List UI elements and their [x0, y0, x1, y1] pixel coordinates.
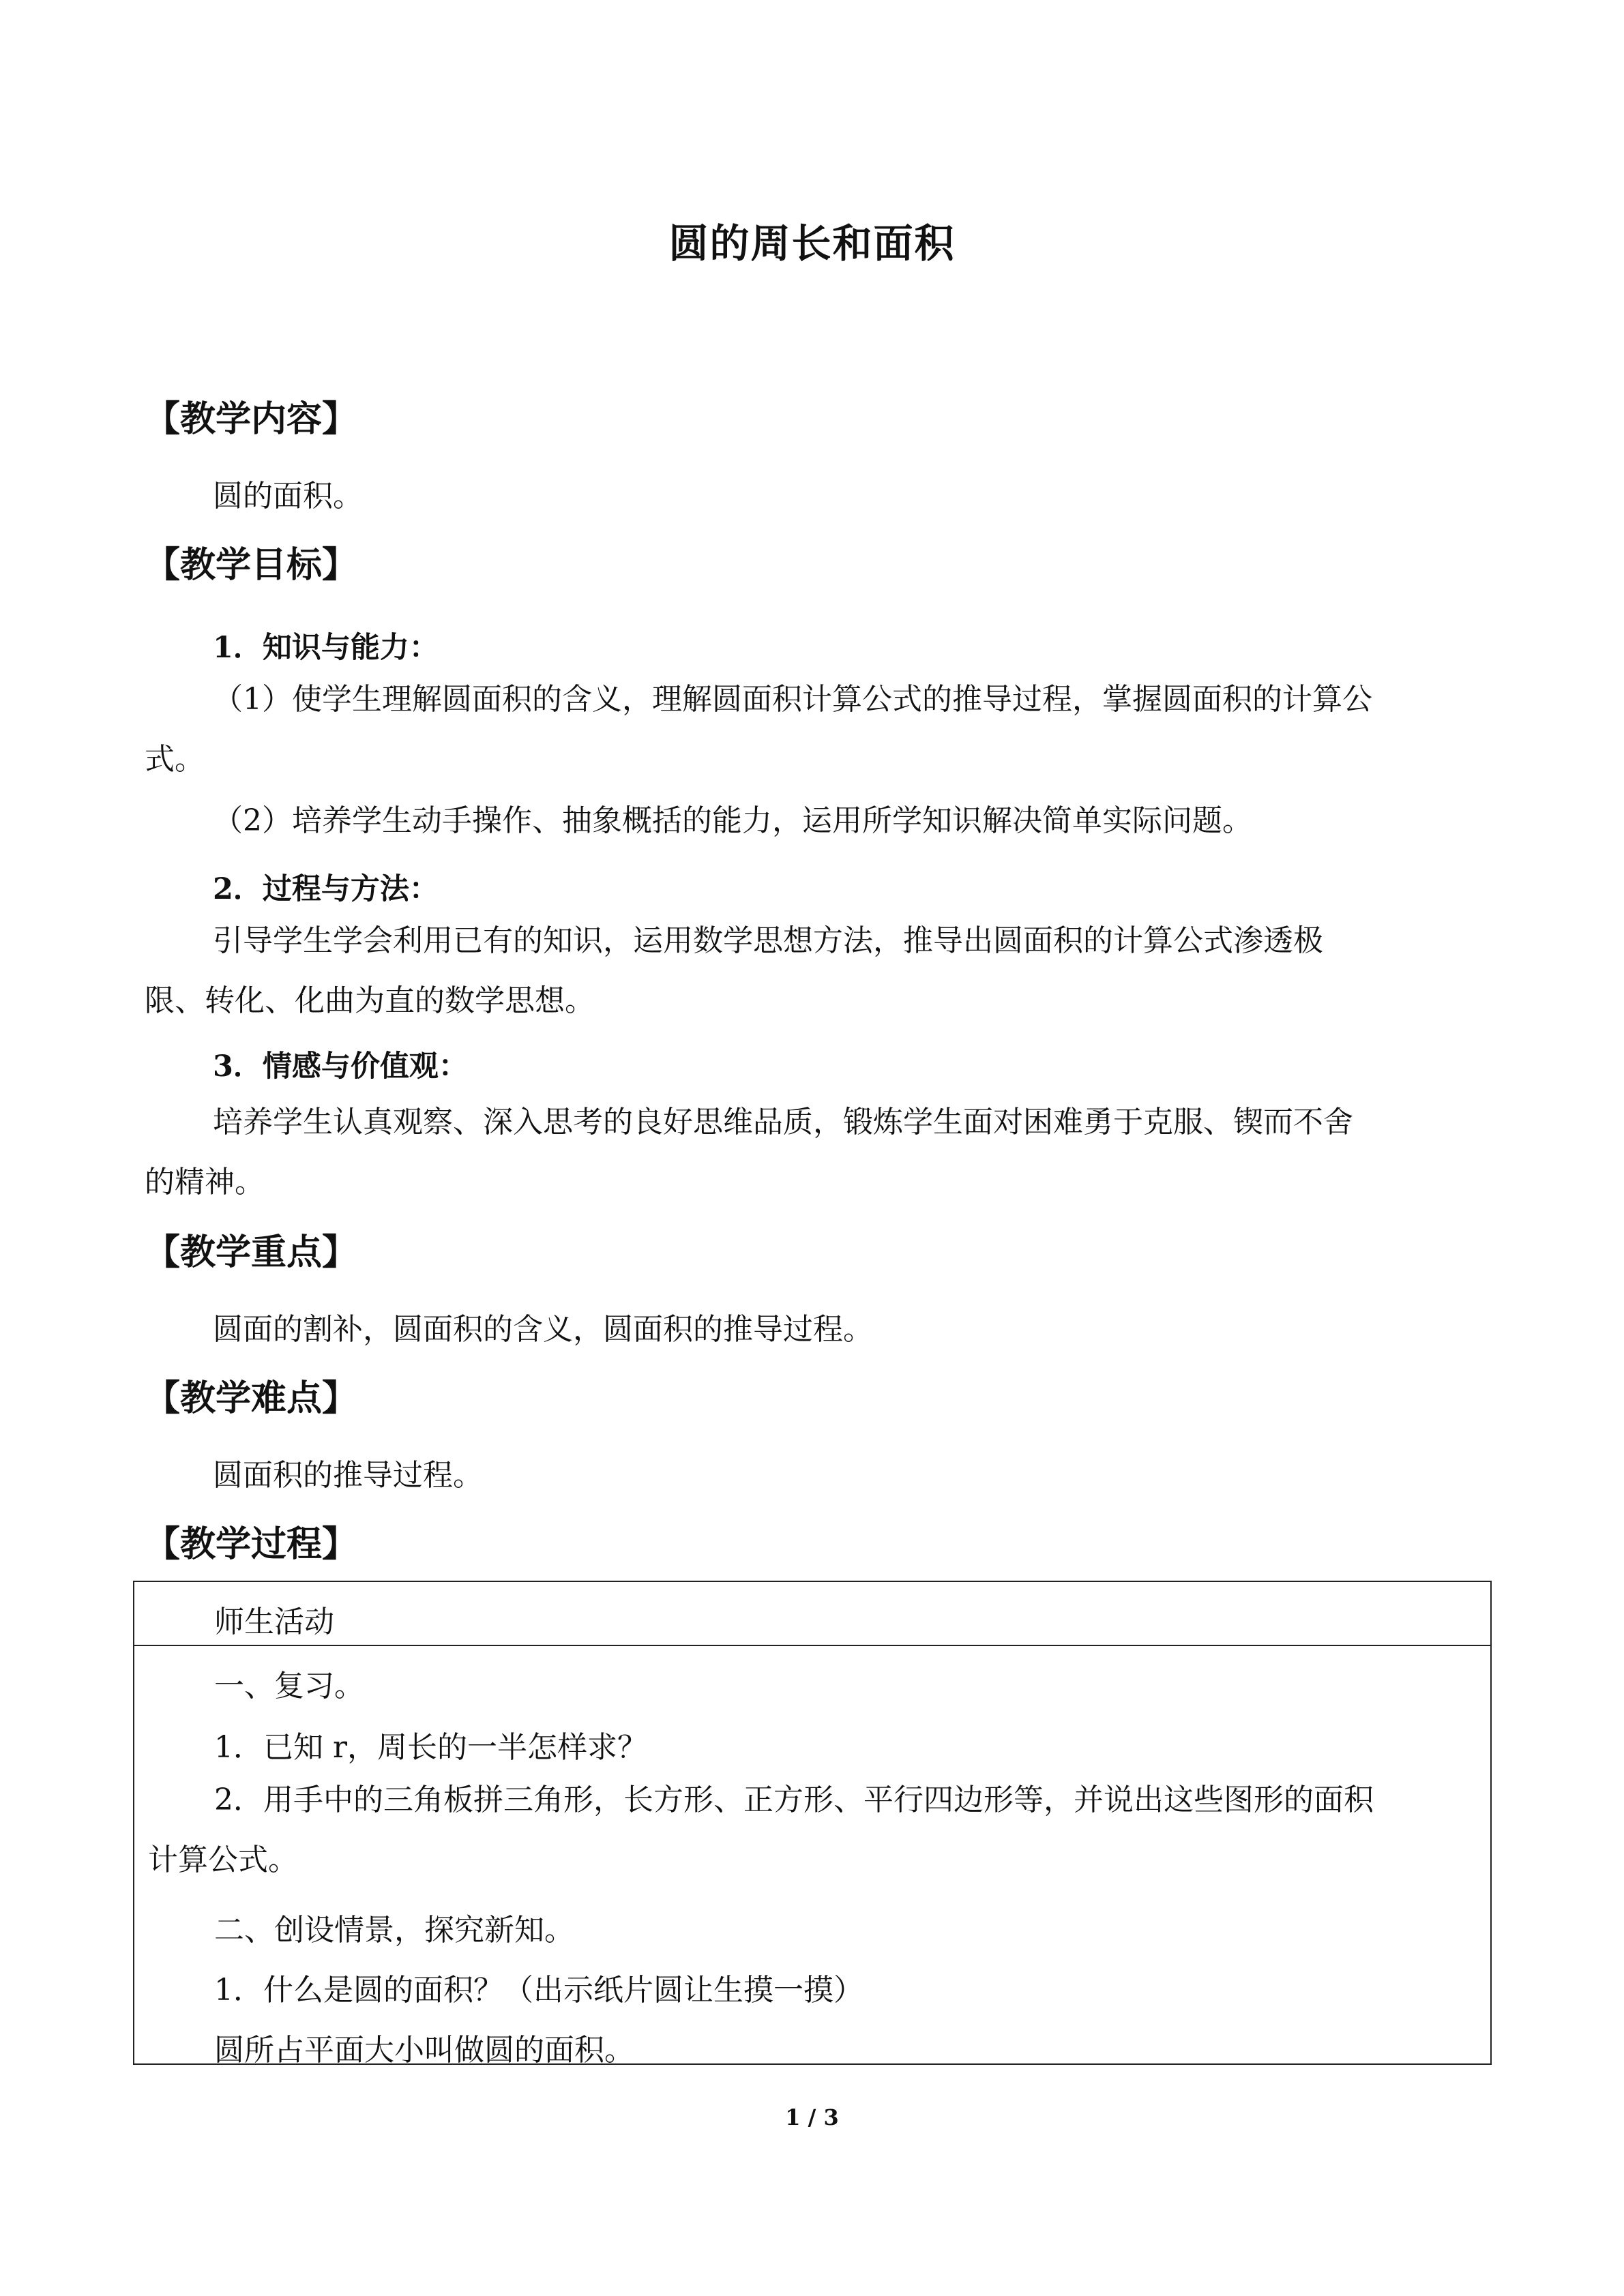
goal1-title: 1．知识与能力：	[213, 631, 439, 665]
goal3-paragraph: 培养学生认真观察、深入思考的良好思维品质，锻炼学生面对困难勇于克服、锲而不舍 的精神。	[145, 1105, 1353, 1199]
key-text: 圆面的割补，圆面积的含义，圆面积的推导过程。	[213, 1312, 873, 1347]
section-heading-process: 【教学过程】	[145, 1523, 358, 1565]
section-heading-difficulty: 【教学难点】	[145, 1377, 358, 1419]
difficulty-text: 圆面积的推导过程。	[213, 1458, 483, 1493]
section-heading-content: 【教学内容】	[145, 398, 358, 440]
goal2-paragraph: 引导学生学会利用已有的知识，运用数学思想方法，推导出圆面积的计算公式渗透极 限、转化、化曲为直的数学思想。	[145, 923, 1323, 1018]
goal2-title: 2．过程与方法：	[213, 872, 439, 906]
section-heading-key: 【教学重点】	[145, 1232, 358, 1273]
goal1-paragraph-1: （1）使学生理解圆面积的含义，理解圆面积计算公式的推导过程，掌握圆面积的计算公 式。	[145, 682, 1372, 777]
table-line-area-definition: 圆所占平面大小叫做圆的面积。	[214, 2033, 634, 2068]
content-text: 圆的面积。	[213, 479, 363, 513]
table-line-review-q1: 1．已知 r，周长的一半怎样求？	[214, 1730, 648, 1765]
goal1-paragraph-2: （2）培养学生动手操作、抽象概括的能力，运用所学知识解决简单实际问题。	[213, 803, 1252, 838]
document-title: 圆的周长和面积	[668, 220, 956, 267]
table-header-row	[134, 1582, 1490, 1646]
goal3-title: 3．情感与价值观：	[213, 1049, 468, 1084]
page-number: 1 / 3	[785, 2104, 839, 2130]
table-line-review-q2: 2．用手中的三角板拼三角形，长方形、正方形、平行四边形等，并说出这些图形的面积 计算公式。	[148, 1783, 1374, 1877]
table-line-area-question: 1．什么是圆的面积？（出示纸片圆让生摸一摸）	[214, 1973, 863, 2008]
table-line-review: 一、复习。	[214, 1669, 364, 1703]
section-heading-goals: 【教学目标】	[145, 544, 358, 586]
table-line-new-knowledge: 二、创设情景，探究新知。	[214, 1913, 574, 1948]
process-table	[133, 1581, 1492, 2068]
table-header-cell: 师生活动	[214, 1605, 334, 1639]
